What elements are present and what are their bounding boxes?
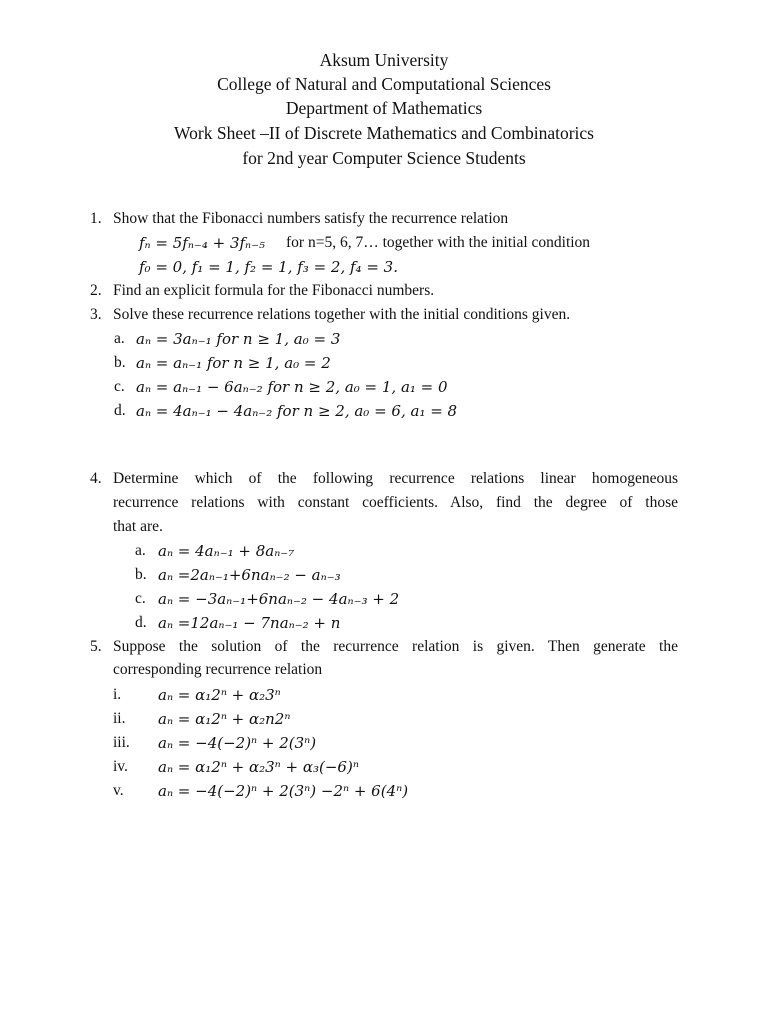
q3-item-expr: aₙ = aₙ₋₁ − 6aₙ₋₂ for n ≥ 2, a₀ = 1, a₁ = 0 <box>136 378 448 396</box>
q4-item-expr: aₙ = −3aₙ₋₁+6naₙ₋₂ − 4aₙ₋₃ + 2 <box>158 590 400 608</box>
q5-item-expr: aₙ = −4(−2)ⁿ + 2(3ⁿ) <box>158 734 317 752</box>
q1-number: 1. <box>90 210 102 227</box>
college-name: College of Natural and Computational Sciences <box>217 74 551 94</box>
q5-number: 5. <box>90 638 102 655</box>
q1-text: Show that the Fibonacci numbers satisfy the recurrence relation <box>113 210 509 227</box>
q4-text-line: Determine which of the following recurrence relations linear homogeneous <box>113 470 678 487</box>
q1-relation-suffix: for n=5, 6, 7… together with the initial condition <box>286 234 591 251</box>
q4-item-expr: aₙ =12aₙ₋₁ − 7naₙ₋₂ + n <box>158 614 341 632</box>
q5-item-label: v. <box>113 782 124 799</box>
q4-item-expr: aₙ = 4aₙ₋₁ + 8aₙ₋₇ <box>158 542 295 560</box>
q1-initial-condition: f₀ = 0, f₁ = 1, f₂ = 1, f₃ = 2, f₄ = 3. <box>139 258 398 276</box>
q5-text-line: Suppose the solution of the recurrence relation is given. Then generate the <box>113 638 678 655</box>
q2-number: 2. <box>90 282 102 299</box>
q4-text-line: recurrence relations with constant coefficients. Also, find the degree of those <box>113 494 678 511</box>
university-name: Aksum University <box>319 50 449 70</box>
q3-text: Solve these recurrence relations together with the initial conditions given. <box>113 306 571 323</box>
q4-item-label: a. <box>135 542 146 559</box>
q3-item-expr: aₙ = 4aₙ₋₁ − 4aₙ₋₂ for n ≥ 2, a₀ = 6, a₁ = 8 <box>136 402 458 420</box>
q4-item-label: d. <box>135 614 147 631</box>
q4-text-line: that are. <box>113 518 163 535</box>
q5-item-label: i. <box>113 686 122 703</box>
q4-item-expr: aₙ =2aₙ₋₁+6naₙ₋₂ − aₙ₋₃ <box>158 566 341 584</box>
q5-item-label: ii. <box>113 710 126 727</box>
q5-item-label: iii. <box>113 734 130 751</box>
q3-number: 3. <box>90 306 102 323</box>
q4-item-label: c. <box>135 590 146 607</box>
q4-item-label: b. <box>135 566 147 583</box>
q3-item-label: d. <box>114 402 126 419</box>
q5-item-expr: aₙ = α₁2ⁿ + α₂3ⁿ <box>158 686 281 704</box>
q1-relation: fₙ = 5fₙ₋₄ + 3fₙ₋₅ <box>139 234 266 252</box>
department-name: Department of Mathematics <box>285 98 483 118</box>
worksheet-title: Work Sheet –II of Discrete Mathematics and Combinatorics <box>174 123 594 143</box>
q5-item-expr: aₙ = α₁2ⁿ + α₂3ⁿ + α₃(−6)ⁿ <box>158 758 359 776</box>
q3-item-label: a. <box>114 330 125 347</box>
q3-item-label: b. <box>114 354 126 371</box>
q5-text-line: corresponding recurrence relation <box>113 661 323 678</box>
q3-item-expr: aₙ = aₙ₋₁ for n ≥ 1, a₀ = 2 <box>136 354 331 372</box>
q3-item-expr: aₙ = 3aₙ₋₁ for n ≥ 1, a₀ = 3 <box>136 330 341 348</box>
audience-line: for 2nd year Computer Science Students <box>242 148 526 168</box>
q4-number: 4. <box>90 470 102 487</box>
q5-item-expr: aₙ = −4(−2)ⁿ + 2(3ⁿ) −2ⁿ + 6(4ⁿ) <box>158 782 409 800</box>
q5-item-expr: aₙ = α₁2ⁿ + α₂n2ⁿ <box>158 710 291 728</box>
q2-text: Find an explicit formula for the Fibonacci numbers. <box>113 282 435 299</box>
q5-item-label: iv. <box>113 758 128 775</box>
q3-item-label: c. <box>114 378 125 395</box>
